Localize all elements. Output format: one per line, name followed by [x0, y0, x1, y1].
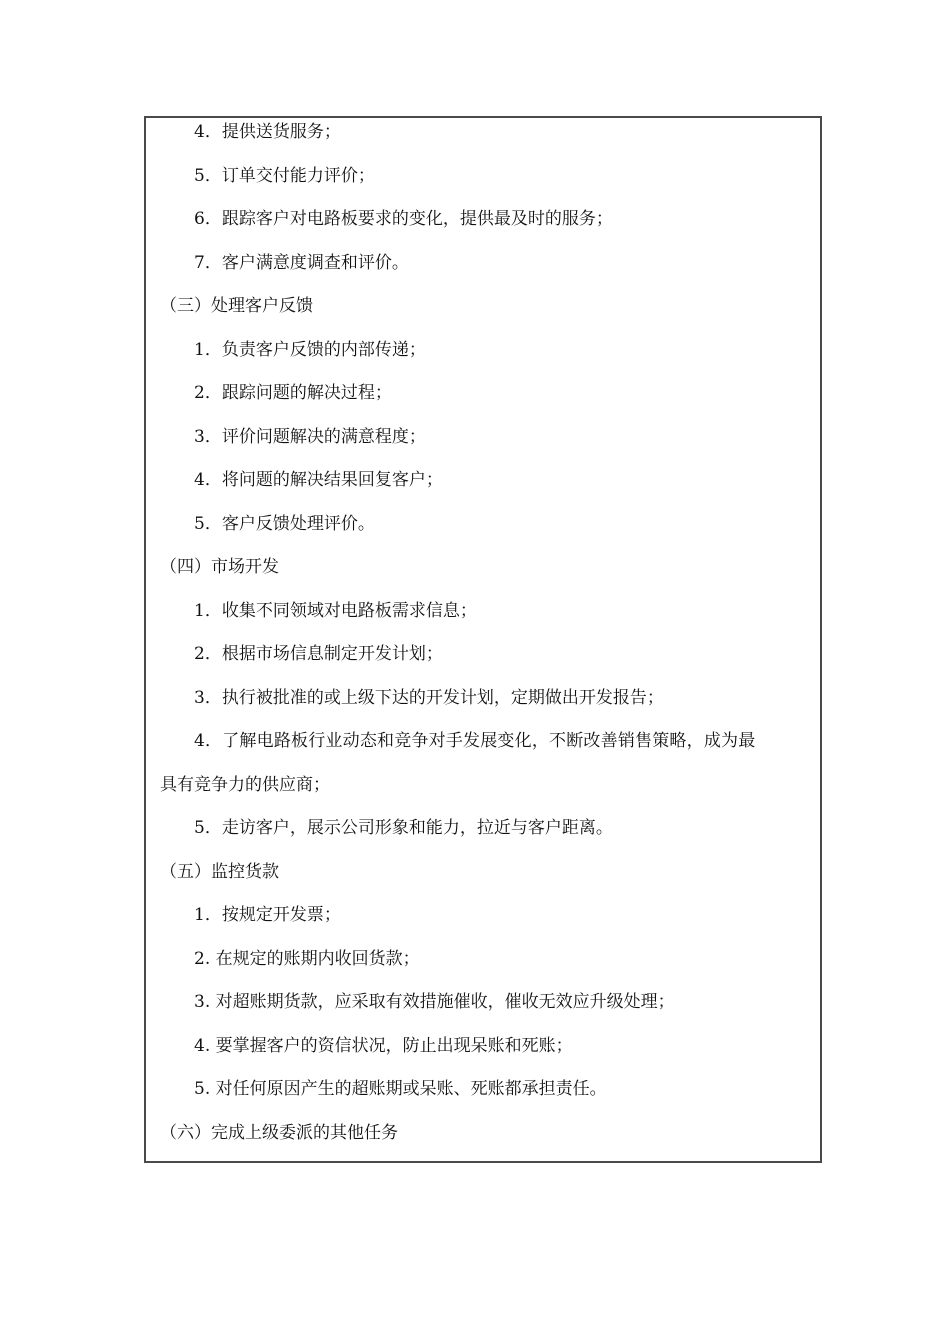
- section-heading: （三）处理客户反馈: [160, 296, 313, 316]
- list-item: 2．根据市场信息制定开发计划；: [194, 644, 443, 664]
- list-item: 6．跟踪客户对电路板要求的变化，提供最及时的服务；: [194, 209, 613, 229]
- list-item: 1．收集不同领域对电路板需求信息；: [194, 600, 477, 621]
- list-item: 4．提供送货服务；: [194, 122, 341, 142]
- list-item: 3．评价问题解决的满意程度；: [194, 426, 426, 447]
- list-item: 4. 要掌握客户的资信状况，防止出现呆账和死账；: [194, 1035, 573, 1056]
- list-item: 1．按规定开发票；: [194, 905, 341, 925]
- list-item: 3. 对超账期货款，应采取有效措施催收，催收无效应升级处理；: [194, 992, 675, 1012]
- section-heading: （六）完成上级委派的其他任务: [160, 1122, 398, 1143]
- list-item: 7．客户满意度调查和评价。: [194, 252, 409, 273]
- section-heading: （四）市场开发: [160, 557, 279, 577]
- document-table-cell: [144, 116, 822, 1163]
- list-item: 具有竞争力的供应商；: [160, 774, 330, 795]
- list-item: 4．将问题的解决结果回复客户；: [194, 470, 443, 490]
- list-item: 5．客户反馈处理评价。: [194, 513, 375, 534]
- section-heading: （五）监控货款: [160, 861, 279, 882]
- list-item: 5．走访客户，展示公司形象和能力，拉近与客户距离。: [194, 818, 613, 838]
- list-item: 4．了解电路板行业动态和竞争对手发展变化，不断改善销售策略，成为最: [194, 731, 756, 751]
- list-item: 2．跟踪问题的解决过程；: [194, 383, 392, 403]
- list-item: 5. 对任何原因产生的超账期或呆账、死账都承担责任。: [194, 1079, 607, 1099]
- list-item: 3．执行被批准的或上级下达的开发计划，定期做出开发报告；: [194, 687, 664, 708]
- list-item: 1．负责客户反馈的内部传递；: [194, 339, 426, 360]
- list-item: 2. 在规定的账期内收回货款；: [194, 948, 420, 969]
- list-item: 5．订单交付能力评价；: [194, 165, 375, 186]
